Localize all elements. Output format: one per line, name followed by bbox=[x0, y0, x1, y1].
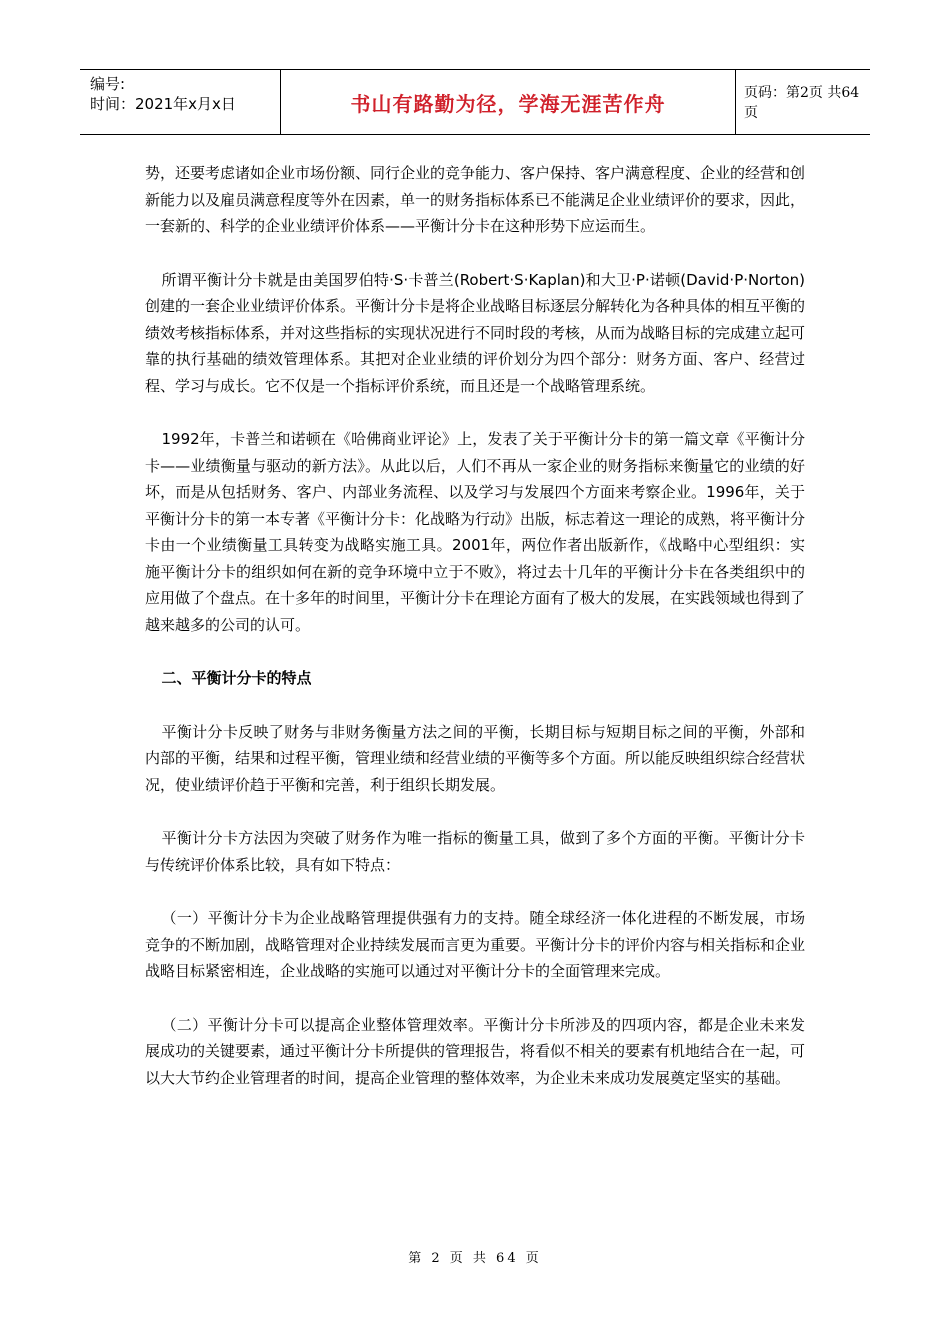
body-paragraph: 所谓平衡计分卡就是由美国罗伯特·S·卡普兰(Robert·S·Kaplan)和大卫·P·诺顿(David·P·Norton)创建的一套企业业绩评价体系。平衡计分卡是将企业战略目标逐层分解转化为各种具体的相互平衡的绩效考核指标体系，并对这些指标的实现状况进行不同时段的考核，从而为战略目标的完成建立起可靠的执行基础的绩效管理体系。其把对企业业绩的评价划分为四个部分：财务方面、客户、经营过程、学习与成长。它不仅是一个指标评价系统，而且还是一个战略管理系统。 bbox=[145, 270, 806, 395]
document-number-label: 编号: bbox=[90, 75, 126, 93]
document-body bbox=[145, 160, 805, 1118]
header-motto: 书山有路勤为径，学海无涯苦作舟 bbox=[280, 70, 736, 134]
document-date: 时间：2021年x月x日 bbox=[90, 95, 236, 113]
body-paragraph: 平衡计分卡方法因为突破了财务作为唯一指标的衡量工具，做到了多个方面的平衡。平衡计分卡与传统评价体系比较，具有如下特点： bbox=[145, 829, 805, 874]
body-paragraph: （一）平衡计分卡为企业战略管理提供强有力的支持。随全球经济一体化进程的不断发展，市场竞争的不断加剧，战略管理对企业持续发展而言更为重要。平衡计分卡的评价内容与相关指标和企业战略目标紧密相连，企业战略的实施可以通过对平衡计分卡的全面管理来完成。 bbox=[145, 909, 806, 980]
body-paragraph: 平衡计分卡反映了财务与非财务衡量方法之间的平衡，长期目标与短期目标之间的平衡，外部和内部的平衡，结果和过程平衡，管理业绩和经营业绩的平衡等多个方面。所以能反映组织综合经营状况，使业绩评价趋于平衡和完善，利于组织长期发展。 bbox=[145, 722, 806, 794]
header-meta bbox=[80, 70, 280, 134]
body-paragraph: （二）平衡计分卡可以提高企业整体管理效率。平衡计分卡所涉及的四项内容，都是企业未来发展成功的关键要素，通过平衡计分卡所提供的管理报告，将看似不相关的要素有机地结合在一起，可以大大节约企业管理者的时间，提高企业管理的整体效率，为企业未来成功发展奠定坚实的基础。 bbox=[145, 1015, 806, 1087]
body-paragraph: 势，还要考虑诸如企业市场份额、同行企业的竞争能力、客户保持、客户满意程度、企业的经营和创新能力以及雇员满意程度等外在因素，单一的财务指标体系已不能满足企业业绩评价的要求，因此，一套新的、科学的企业业绩评价体系——平衡计分卡在这种形势下应运而生。 bbox=[145, 164, 806, 235]
page-footer: 第 2 页 共 64 页 bbox=[408, 1251, 542, 1266]
section-heading: 二、平衡计分卡的特点 bbox=[161, 669, 312, 687]
header-page-info: 页码：第2页 共64页 bbox=[744, 85, 860, 121]
page-header bbox=[80, 69, 870, 135]
body-paragraph: 1992年，卡普兰和诺顿在《哈佛商业评论》上，发表了关于平衡计分卡的第一篇文章《平衡计分卡——业绩衡量与驱动的新方法》。从此以后，人们不再从一家企业的财务指标来衡量它的业绩的好坏，而是从包括财务、客户、内部业务流程、以及学习与发展四个方面来考察企业。1996年，关于平衡计分卡的第一本专著《平衡计分卡：化战略为行动》出版，标志着这一理论的成熟，将平衡计分卡由一个业绩衡量工具转变为战略实施工具。2001年，两位作者出版新作，《战略中心型组织：实施平衡计分卡的组织如何在新的竞争环境中立于不败》，将过去十几年的平衡计分卡在各类组织中的应用做了个盘点。在十多年的时间里，平衡计分卡在理论方面有了极大的发展，在实践领域也得到了越来越多的公司的认可。 bbox=[145, 430, 806, 634]
